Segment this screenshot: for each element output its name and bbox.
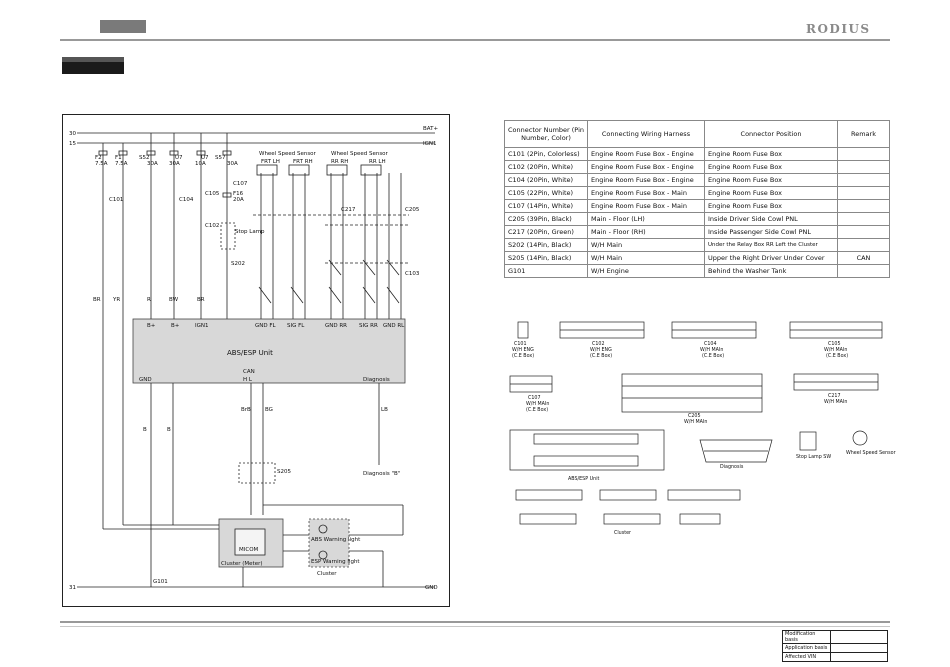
- wire-color: BR: [197, 297, 205, 303]
- connector-view-name: C217: [828, 394, 841, 399]
- table-cell: [838, 265, 890, 278]
- connector-view-sub: W/H ENG: [590, 348, 612, 353]
- unit-pin: GND RL: [383, 323, 405, 329]
- abs-unit-title: ABS/ESP Unit: [227, 349, 273, 357]
- footer-divider-thin: [60, 626, 890, 627]
- esp-warning-light: ESP Warning light: [311, 559, 360, 565]
- table-cell: Engine Room Fuse Box: [705, 161, 838, 174]
- table-row: [505, 226, 890, 239]
- connector-table: [504, 120, 890, 278]
- sensor-title-front: Wheel Speed Sensor: [259, 151, 316, 157]
- table-header-cell: Remark: [838, 121, 890, 148]
- unit-pin: B+: [147, 323, 156, 329]
- info-row: [783, 631, 888, 644]
- connector-view-box: (C.E Box): [826, 354, 849, 359]
- connector-view-name: ABS/ESP Unit: [568, 477, 600, 482]
- connector-view-sub: W/H MAIn: [526, 402, 550, 407]
- fuse-rating: 7.5A: [95, 161, 108, 167]
- table-cell: C102 (20Pin, White): [505, 161, 588, 174]
- connector-view-name: C101: [514, 342, 527, 347]
- rail-30-num: 30: [69, 131, 76, 137]
- fuse-label: U7: [175, 155, 183, 161]
- revision-info-box: [782, 630, 888, 662]
- fuse-rating: 20A: [233, 197, 244, 203]
- cluster-meter-label: Cluster (Meter): [221, 561, 263, 567]
- fuse-label: F2: [95, 155, 102, 161]
- rail-15-label: IGN1: [423, 141, 437, 147]
- cluster-label: Cluster: [317, 571, 337, 577]
- unit-pin: GND FL: [255, 323, 276, 329]
- table-cell: [838, 161, 890, 174]
- connector-view-name: Wheel Speed Sensor: [846, 451, 896, 456]
- fuse-label: U7: [201, 155, 209, 161]
- table-cell: Engine Room Fuse Box: [705, 174, 838, 187]
- sensor-rr-rh: RR RH: [331, 159, 349, 165]
- table-cell: Main - Floor (RH): [588, 226, 705, 239]
- unit-can-label: CAN: [243, 369, 255, 375]
- connector-view-name: Stop Lamp SW: [796, 455, 832, 460]
- connector-view-name: C205: [688, 414, 701, 419]
- table-cell: Engine Room Fuse Box - Engine: [588, 161, 705, 174]
- table-header-cell: Connector Number (Pin Number, Color): [505, 121, 588, 148]
- connector-view-name: C107: [528, 396, 541, 401]
- wire-color: LB: [381, 407, 388, 413]
- table-cell: G101: [505, 265, 588, 278]
- table-row: [505, 148, 890, 161]
- wire-color: BrB: [241, 407, 251, 413]
- connector-view-sub: W/H MAIn: [684, 420, 708, 425]
- fuse-label: S52: [139, 155, 150, 161]
- wire-color: R: [147, 297, 151, 303]
- info-value: [831, 644, 888, 653]
- table-cell: Engine Room Fuse Box - Main: [588, 187, 705, 200]
- table-cell: C205 (39Pin, Black): [505, 213, 588, 226]
- table-cell: [838, 226, 890, 239]
- rail-31-label: GND: [425, 585, 438, 591]
- sensor-frt-rh: FRT RH: [293, 159, 313, 165]
- sensor-rr-lh: RR LH: [369, 159, 386, 165]
- wire-color: YR: [113, 297, 121, 303]
- table-cell: [838, 187, 890, 200]
- info-label: Application basis: [783, 644, 831, 653]
- fuse-rating: 30A: [169, 161, 180, 167]
- connector-label: C205: [405, 207, 420, 213]
- info-value: [831, 653, 888, 662]
- connector-label: C104: [179, 197, 194, 203]
- table-cell: W/H Engine: [588, 265, 705, 278]
- header-divider: [60, 39, 890, 41]
- table-header-cell: Connecting Wiring Harness: [588, 121, 705, 148]
- table-row: [505, 265, 890, 278]
- connector-view-sub: W/H ENG: [512, 348, 534, 353]
- unit-pin: B+: [171, 323, 180, 329]
- splice-label: S205: [277, 469, 291, 475]
- connector-view-box: (C.E Box): [702, 354, 725, 359]
- unit-pin: SIG FL: [287, 323, 305, 329]
- section-tab-highlight: [62, 57, 124, 62]
- table-cell: Main - Floor (LH): [588, 213, 705, 226]
- table-cell: Engine Room Fuse Box: [705, 148, 838, 161]
- ground-label: G101: [153, 579, 168, 585]
- unit-pin: SIG RR: [359, 323, 378, 329]
- wiring-diagram-svg: [63, 115, 449, 606]
- sensor-frt-lh: FRT LH: [261, 159, 280, 165]
- table-cell: Engine Room Fuse Box - Engine: [588, 174, 705, 187]
- fuse-label: S57: [215, 155, 226, 161]
- table-cell: S202 (14Pin, Black): [505, 239, 588, 252]
- connector-view-name: C104: [704, 342, 717, 347]
- fuse-rating: 30A: [227, 161, 238, 167]
- brand-logo: RODIUS: [806, 22, 871, 36]
- table-cell: Upper the Right Driver Under Cover: [705, 252, 838, 265]
- rail-15-num: 15: [69, 141, 76, 147]
- diag-b-label: Diagnosis "B": [363, 471, 401, 477]
- table-cell: Engine Room Fuse Box - Engine: [588, 148, 705, 161]
- unit-pin: GND RR: [325, 323, 348, 329]
- connector-view-sub: W/H MAIn: [700, 348, 724, 353]
- connector-view-box: (C.E Box): [526, 408, 549, 413]
- footer-divider: [60, 621, 890, 623]
- connector-view-box: (C.E Box): [590, 354, 613, 359]
- connector-label: C102: [205, 223, 220, 229]
- table-cell: C105 (22Pin, White): [505, 187, 588, 200]
- splice-label: S202: [231, 261, 245, 267]
- unit-can-hl: H L: [243, 377, 252, 383]
- wire-color: B: [143, 427, 147, 433]
- connector-table-header: [505, 121, 890, 148]
- table-cell: [838, 239, 890, 252]
- header-tab: [100, 20, 146, 33]
- fuse-label: F1: [115, 155, 122, 161]
- unit-diag-label: Diagnosis: [363, 377, 390, 383]
- table-cell: C101 (2Pin, Colorless): [505, 148, 588, 161]
- unit-gnd-label: GND: [139, 377, 152, 383]
- connector-views: [504, 318, 896, 540]
- rail-30-label: BAT+: [423, 126, 439, 132]
- connector-view-name: C105: [828, 342, 841, 347]
- connector-view-sub: W/H MAIn: [824, 348, 848, 353]
- table-cell: [838, 213, 890, 226]
- connector-label: C103: [405, 271, 420, 277]
- info-value: [831, 631, 888, 644]
- wire-color: BR: [93, 297, 101, 303]
- table-cell: W/H Main: [588, 239, 705, 252]
- table-cell: Engine Room Fuse Box - Main: [588, 200, 705, 213]
- fuse-rating: 7.5A: [115, 161, 128, 167]
- table-cell: Behind the Washer Tank: [705, 265, 838, 278]
- table-cell: Engine Room Fuse Box: [705, 187, 838, 200]
- connector-label: C101: [109, 197, 124, 203]
- stop-lamp-label: Stop Lamp: [235, 229, 265, 235]
- connector-label: C217: [341, 207, 356, 213]
- fuse-rating: 10A: [195, 161, 206, 167]
- table-row: [505, 174, 890, 187]
- table-row: [505, 161, 890, 174]
- wire-color: BW: [169, 297, 179, 303]
- sensor-title-rear: Wheel Speed Sensor: [331, 151, 388, 157]
- table-row: [505, 252, 890, 265]
- table-cell: CAN: [838, 252, 890, 265]
- fuse-label: F16: [233, 191, 244, 197]
- fuse-rating: 30A: [147, 161, 158, 167]
- table-row: [505, 187, 890, 200]
- table-cell: [838, 148, 890, 161]
- table-cell: C217 (20Pin, Green): [505, 226, 588, 239]
- abs-warning-light: ABS Warning light: [311, 537, 361, 543]
- table-cell: C104 (20Pin, White): [505, 174, 588, 187]
- table-cell: Engine Room Fuse Box: [705, 200, 838, 213]
- connector-view-name: Cluster: [614, 531, 632, 536]
- wire-color: B: [167, 427, 171, 433]
- connector-view-name: Diagnosis: [720, 465, 744, 470]
- connector-view-sub: W/H MAIn: [824, 400, 848, 405]
- table-row: [505, 239, 890, 252]
- rail-31-num: 31: [69, 585, 76, 591]
- table-header-cell: Connector Position: [705, 121, 838, 148]
- cluster-micom: MICOM: [239, 547, 259, 553]
- table-cell: Inside Passenger Side Cowl PNL: [705, 226, 838, 239]
- info-label: Affected VIN: [783, 653, 831, 662]
- info-row: [783, 644, 888, 653]
- connector-view-box: (C.E Box): [512, 354, 535, 359]
- connector-view-name: C102: [592, 342, 605, 347]
- table-row: [505, 213, 890, 226]
- table-cell: C107 (14Pin, White): [505, 200, 588, 213]
- table-cell: Inside Driver Side Cowl PNL: [705, 213, 838, 226]
- wiring-diagram: [62, 114, 450, 607]
- table-cell: [838, 200, 890, 213]
- table-cell: W/H Main: [588, 252, 705, 265]
- table-cell: [838, 174, 890, 187]
- table-cell: S205 (14Pin, Black): [505, 252, 588, 265]
- connector-label: C107: [233, 181, 248, 187]
- info-label: Modification basis: [783, 631, 831, 644]
- table-cell: Under the Relay Box RR Left the Cluster: [705, 239, 838, 252]
- table-row: [505, 200, 890, 213]
- unit-pin: IGN1: [195, 323, 209, 329]
- wire-color: BG: [265, 407, 273, 413]
- connector-label: C105: [205, 191, 220, 197]
- info-row: [783, 653, 888, 662]
